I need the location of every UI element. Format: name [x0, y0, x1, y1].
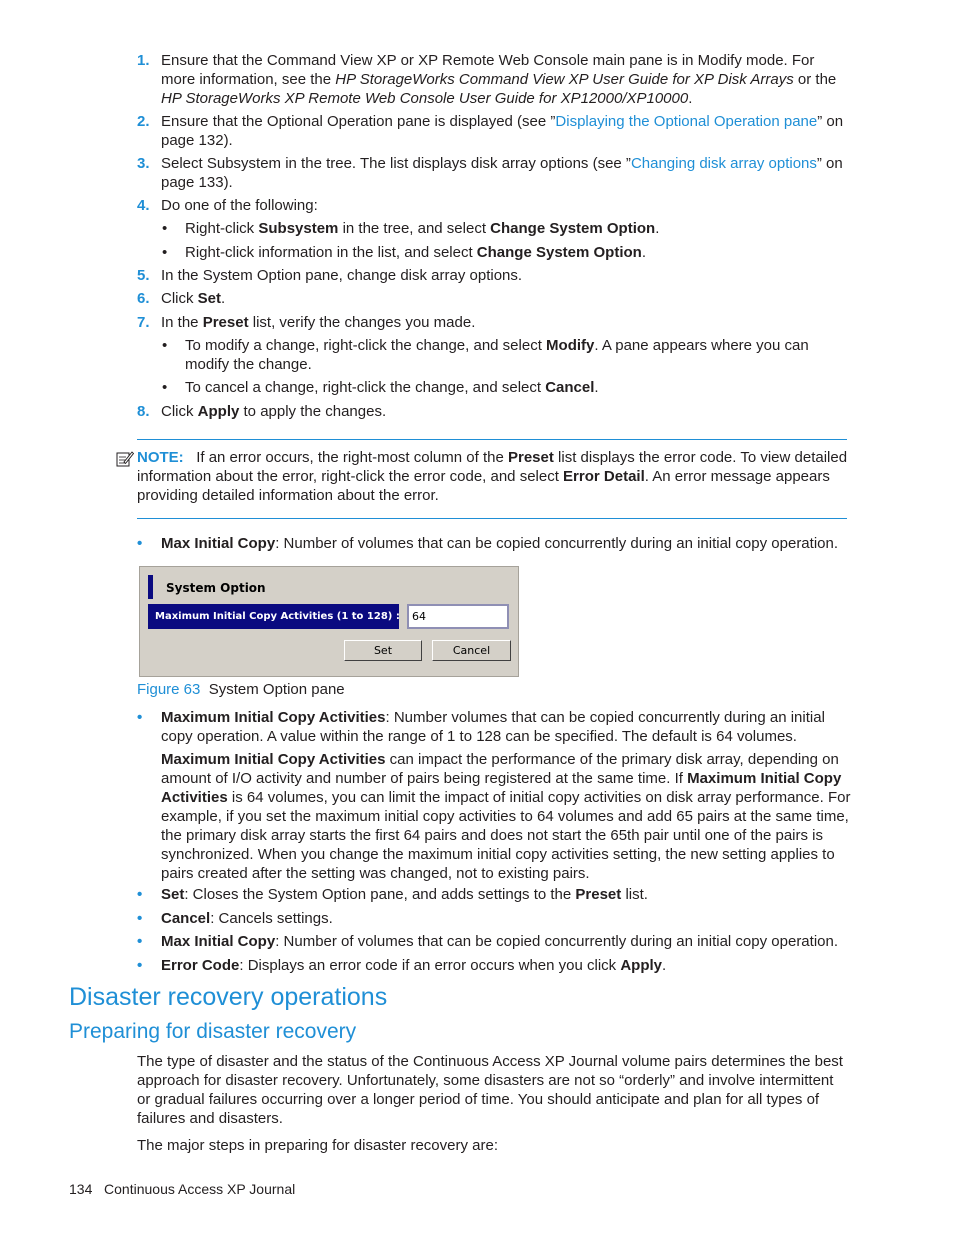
sub-bullet: [162, 336, 852, 374]
sub-text: To cancel a change, right-click the change, and select: [185, 379, 546, 396]
step-bold: Preset: [202, 314, 249, 331]
para-bold: Maximum Initial Copy Activities: [161, 751, 386, 768]
step-text: Click: [161, 403, 198, 420]
step-1: [137, 51, 849, 108]
sub-text: Right-click: [185, 220, 259, 237]
step-text: ” on page 133).: [161, 155, 843, 191]
step-number: 4.: [137, 197, 150, 214]
page-number: 134: [69, 1181, 93, 1197]
page-footer: [69, 1180, 295, 1199]
note-label: NOTE:: [137, 449, 184, 466]
sub-bold: Modify: [546, 337, 595, 354]
sub-bold: Change System Option: [490, 220, 656, 237]
link-displaying-optional-operation-pane[interactable]: Displaying the Optional Operation pane: [555, 113, 818, 130]
step-text: In the: [161, 314, 203, 331]
step-text: Do one of the following:: [161, 197, 318, 214]
paragraph-disaster-intro: The type of disaster and the status of the Continuous Access XP Journal volume pairs determines the best approach for disaster recovery. Unfortunately, some disasters are not so “orderly” and involve intermittent or gradual failures occurring over a longer period of time. You should anticipate and plan for all types of failures and disasters.: [137, 1053, 843, 1127]
link-changing-disk-array-options[interactable]: Changing disk array options: [630, 155, 817, 172]
step-number: 6.: [137, 290, 150, 307]
step-number: 2.: [137, 113, 150, 130]
step-text: In the System Option pane, change disk array options.: [161, 267, 523, 284]
max-initial-copy-input[interactable]: [407, 604, 509, 629]
bullet-text: : Cancels settings.: [210, 910, 333, 927]
sub-bullet: [162, 378, 852, 397]
step-text: or the: [793, 71, 837, 88]
note-body: [137, 448, 849, 505]
bullet-icon: •: [137, 535, 143, 552]
bullet-icon: •: [162, 379, 168, 396]
step-number: 1.: [137, 52, 150, 69]
step-3: [137, 154, 849, 192]
doc-title: HP StorageWorks Command View XP User Guide for XP Disk Arrays: [335, 71, 794, 88]
bullet-icon: •: [137, 957, 143, 974]
figure-label: Figure 63: [137, 681, 201, 698]
figure-caption: [137, 680, 345, 699]
bullet-term: Max Initial Copy: [161, 535, 276, 552]
sub-bullet: [162, 219, 852, 238]
set-button[interactable]: Set: [344, 640, 422, 661]
step-number: 8.: [137, 403, 150, 420]
sub-bold: Subsystem: [258, 220, 339, 237]
sub-text: .: [594, 379, 599, 396]
bullet-term: Preset: [575, 886, 622, 903]
bullet-icon: •: [137, 933, 143, 950]
bullet-max-initial-copy-2: [137, 932, 851, 951]
step-text: Ensure that the Optional Operation pane is displayed (see ”: [161, 113, 556, 130]
sub-text: To modify a change, right-click the change, and select: [185, 337, 547, 354]
cancel-button[interactable]: Cancel: [432, 640, 511, 661]
note-pencil-icon: [116, 450, 134, 468]
step-7: [137, 313, 849, 332]
step-number: 5.: [137, 267, 150, 284]
subsection-heading: Preparing for disaster recovery: [69, 1020, 357, 1043]
bullet-term: Cancel: [161, 910, 211, 927]
bullet-icon: •: [137, 910, 143, 927]
note-text: . An error message appears providing detailed information about the error.: [137, 468, 830, 504]
step-text: Click: [161, 290, 198, 307]
bullet-icon: •: [137, 886, 143, 903]
sub-bold: Change System Option: [476, 244, 642, 261]
step-text: list, verify the changes you made.: [248, 314, 476, 331]
sub-text: in the tree, and select: [338, 220, 491, 237]
step-bold: Apply: [197, 403, 240, 420]
paragraph-major-steps: The major steps in preparing for disaster recovery are:: [137, 1137, 498, 1154]
doc-title: HP StorageWorks XP Remote Web Console User Guide for XP12000/XP10000: [161, 90, 689, 107]
step-text: ” on page 132).: [161, 113, 844, 149]
step-bold: Set: [197, 290, 222, 307]
bullet-max-initial-copy: [137, 534, 851, 553]
sub-text: . A pane appears where you can modify the change.: [185, 337, 809, 373]
bullet-term: Apply: [620, 957, 663, 974]
bullet-text: : Number of volumes that can be copied concurrently during an initial copy operation.: [275, 933, 839, 950]
sub-text: Right-click information in the list, and select: [185, 244, 477, 261]
bullet-error-code: [137, 956, 851, 975]
bullet-term: Max Initial Copy: [161, 933, 276, 950]
bullet-term: Error Code: [161, 957, 240, 974]
bullet-text: list.: [621, 886, 648, 903]
para-text: is 64 volumes, you can limit the impact of initial copy activities on disk array performance. For example, if you set the maximum initial copy activities to 64 volumes and add 65 pairs at the same time, the primary disk array starts the first 64 pairs and does not start the 65th pair until one of the pairs is synchronized. When you change the maximum initial copy activities setting, the new setting applies to pairs created after the setting was changed, not to existing pairs.: [161, 789, 851, 882]
bullet-text: : Number of volumes that can be copied concurrently during an initial copy operation.: [275, 535, 839, 552]
bullet-term: Maximum Initial Copy Activities: [161, 709, 386, 726]
para-bold: Maximum Initial Copy Activities: [161, 770, 842, 806]
note-bottom-rule: [137, 518, 847, 519]
step-4: [137, 196, 849, 215]
bullet-icon: •: [162, 220, 168, 237]
section-heading: Disaster recovery operations: [69, 983, 388, 1011]
sub-bullet: [162, 243, 852, 262]
sub-bold: Cancel: [545, 379, 595, 396]
mica-paragraph: [161, 750, 851, 883]
bullet-icon: •: [162, 244, 168, 261]
figure-caption-text: System Option pane: [208, 681, 345, 698]
bullet-icon: •: [137, 709, 143, 726]
note-text: If an error occurs, the right-most column of the: [196, 449, 508, 466]
footer-title: Continuous Access XP Journal: [104, 1181, 296, 1197]
pane-title-marker: [148, 575, 153, 599]
note-text: list displays the error code. To view detailed information about the error, right-click the error code, and select: [137, 449, 848, 485]
step-8: [137, 402, 849, 421]
step-2: [137, 112, 849, 150]
step-5: [137, 266, 849, 285]
step-text: .: [688, 90, 693, 107]
bullet-text: : Displays an error code if an error occurs when you click: [239, 957, 621, 974]
max-initial-copy-label: Maximum Initial Copy Activities (1 to 128) :: [148, 604, 399, 629]
step-text: .: [221, 290, 226, 307]
bullet-icon: •: [162, 337, 168, 354]
sub-text: .: [641, 244, 646, 261]
bullet-cancel: [137, 909, 851, 928]
para-text: can impact the performance of the primary disk array, depending on amount of I/O activity and number of pairs being registered at the same time. If: [161, 751, 839, 787]
bullet-text: : Number volumes that can be copied concurrently during an initial copy operation. A value within the range of 1 to 128 can be specified. The default is 64 volumes.: [161, 709, 825, 745]
bullet-text: : Closes the System Option pane, and adds settings to the: [184, 886, 576, 903]
step-number: 7.: [137, 314, 150, 331]
bullet-text: .: [662, 957, 667, 974]
note-bold: Preset: [507, 449, 554, 466]
step-text: to apply the changes.: [239, 403, 387, 420]
note-top-rule: [137, 439, 847, 440]
note-bold: Error Detail: [563, 468, 645, 485]
bullet-max-initial-copy-activities: [137, 708, 851, 746]
step-number: 3.: [137, 155, 150, 172]
system-option-pane: [139, 566, 519, 677]
sub-text: .: [655, 220, 660, 237]
bullet-set: [137, 885, 851, 904]
step-text: Ensure that the Command View XP or XP Remote Web Console main pane is in Modify mode. For more information, see the: [161, 52, 815, 88]
bullet-term: Set: [161, 886, 185, 903]
step-text: Select Subsystem in the tree. The list displays disk array options (see ”: [161, 155, 631, 172]
step-6: [137, 289, 849, 308]
pane-title: System Option: [166, 581, 266, 595]
